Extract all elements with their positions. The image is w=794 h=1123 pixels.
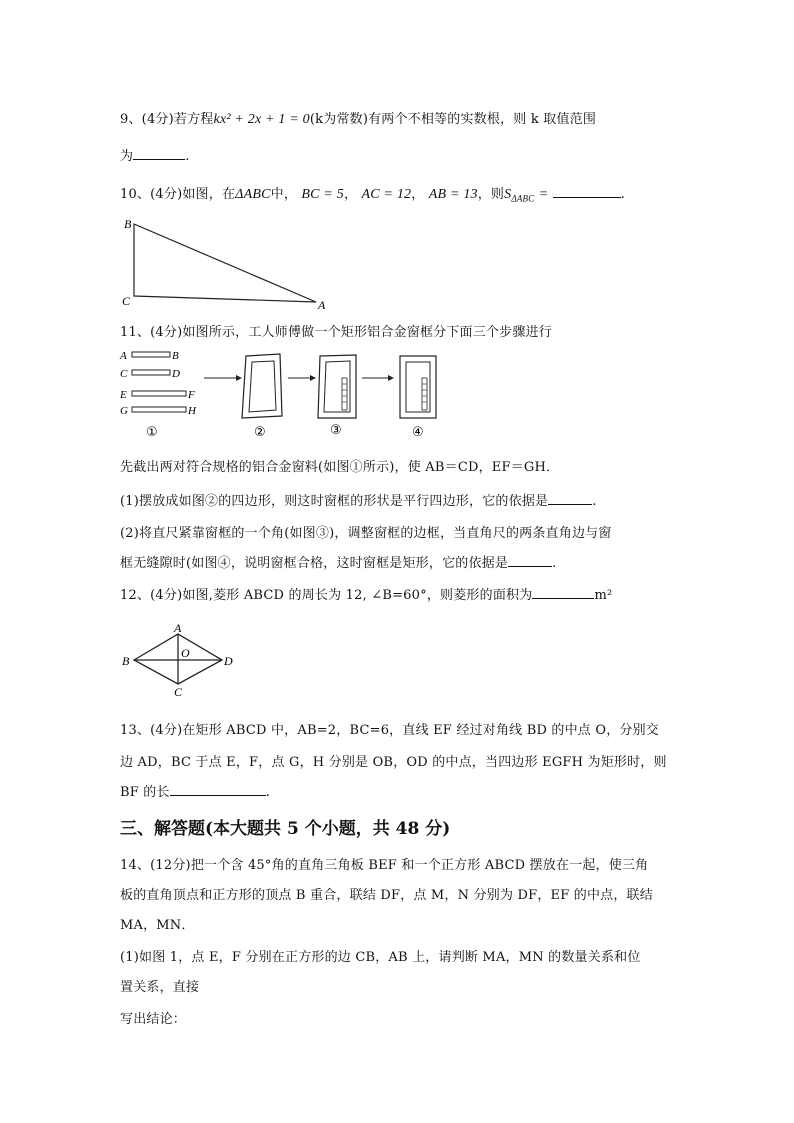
svg-text:D: D	[172, 368, 180, 380]
q9-line1: 9、(4分)若方程kx² + 2x + 1 = 0(k为常数)有两个不相等的实数根，则 k 取值范围	[120, 112, 597, 127]
q14-line2: 板的直角顶点和正方形的顶点 B 重合，联结 DF，点 M，N 分别为 DF，EF 的中点，联结	[120, 888, 653, 903]
vertex-label-b: B	[124, 217, 132, 231]
svg-text:H: H	[188, 405, 196, 417]
answer-blank[interactable]	[532, 586, 594, 599]
q14-part1-line3: 写出结论：	[120, 1012, 187, 1027]
q13-line3: BF 的长 .	[120, 785, 271, 800]
svg-text:E: E	[120, 389, 127, 401]
svg-text:③: ③	[330, 423, 342, 438]
vertex-label-c: C	[122, 294, 131, 308]
svg-text:②: ②	[254, 425, 266, 440]
svg-text:F: F	[188, 389, 195, 401]
vertex-label-a: A	[174, 621, 182, 635]
section-heading: 三、解答题(本大题共 5 个小题，共 48 分)	[120, 819, 451, 839]
vertex-label-c: C	[174, 685, 183, 699]
answer-blank[interactable]	[548, 492, 592, 505]
q11-intro: 11、(4分)如图所示，工人师傅做一个矩形铝合金窗框分下面三个步骤进行	[120, 325, 552, 340]
svg-text:④: ④	[412, 425, 424, 440]
q11-part2-line1: (2)将直尺紧靠窗框的一个角(如图③)，调整窗框的边框，当直角尺的两条直角边与窗	[120, 526, 612, 541]
q14-part1-line2: 置关系，直接	[120, 980, 200, 995]
q9-equation: kx² + 2x + 1 = 0	[213, 112, 310, 127]
q9-line2: 为 .	[120, 149, 190, 164]
q14-part1-line1: (1)如图 1，点 E，F 分别在正方形的边 CB，AB 上，请判断 MA，MN 的数量关系和位	[120, 950, 641, 965]
q10-line: 10、(4分)如图，在ΔABC中， BC = 5， AC = 12， AB = 13，则$S_{\Delta ABC}$ = .	[120, 187, 626, 204]
svg-text:①: ①	[146, 425, 158, 440]
answer-blank[interactable]	[133, 147, 185, 160]
q12-rhombus-figure	[118, 620, 248, 700]
center-label-o: O	[181, 646, 190, 660]
q11-description: 先截出两对符合规格的铝合金窗料(如图①所示)，使 AB＝CD，EF＝GH．	[120, 460, 560, 475]
q14-line1: 14、(12分)把一个含 45°角的直角三角板 BEF 和一个正方形 ABCD 摆放在一起，使三角	[120, 858, 649, 873]
q14-line3: MA，MN．	[120, 918, 195, 933]
answer-blank[interactable]	[553, 185, 621, 198]
q13-line1: 13、(4分)在矩形 ABCD 中，AB=2，BC=6，直线 EF 经过对角线 BD 的中点 O，分别交	[120, 723, 659, 738]
answer-blank[interactable]	[170, 783, 266, 796]
vertex-label-d: D	[224, 654, 233, 668]
svg-text:B: B	[172, 350, 179, 362]
svg-text:G: G	[120, 405, 128, 417]
q12-line: 12、(4分)如图,菱形 ABCD 的周长为 12, ∠B=60°，则菱形的面积为 m²	[120, 588, 613, 603]
vertex-label-a: A	[318, 298, 326, 312]
svg-text:C: C	[120, 368, 128, 380]
q10-triangle-figure	[118, 212, 338, 312]
q11-part2-line2: 框无缝隙时(如图④，说明窗框合格，这时窗框是矩形，它的依据是 .	[120, 556, 557, 571]
q13-line2: 边 AD，BC 于点 E，F，点 G，H 分别是 OB，OD 的中点，当四边形 EGFH 为矩形时，则	[120, 755, 667, 770]
svg-text:A: A	[120, 350, 127, 362]
q11-window-figure	[118, 346, 448, 442]
answer-blank[interactable]	[508, 554, 552, 567]
vertex-label-b: B	[122, 654, 130, 668]
q11-part1: (1)摆放成如图②的四边形，则这时窗框的形状是平行四边形，它的依据是 .	[120, 494, 597, 509]
